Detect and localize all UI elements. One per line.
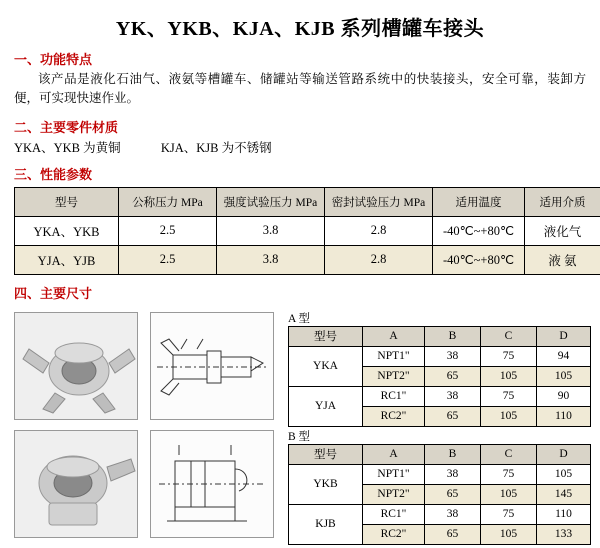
dim-b-header-row: [289, 444, 591, 464]
dim-a-col-3: C: [481, 326, 537, 346]
product-photo-b: [14, 430, 138, 538]
dim-b-r0-c3: 75: [481, 464, 537, 484]
table-row: [289, 504, 591, 524]
dim-b-r0-c2: 38: [425, 464, 481, 484]
dimension-table-b: [288, 444, 591, 545]
dimensions-section: [0, 308, 600, 548]
perf-r0-c4: -40℃~+80℃: [433, 216, 525, 245]
coupling-photo-b-graphic: [15, 431, 137, 537]
product-drawing-a: [150, 312, 274, 420]
perf-r1-c2: 3.8: [217, 245, 325, 274]
table-row: [289, 346, 591, 366]
dim-b-r2-c4: 110: [537, 504, 591, 524]
coupling-drawing-b-graphic: [151, 431, 273, 537]
dim-b-col-4: D: [537, 444, 591, 464]
dim-b-r2-c1: RC1": [363, 504, 425, 524]
dim-a-model-yja: YJA: [289, 386, 363, 426]
coupling-drawing-a-graphic: [151, 313, 273, 419]
perf-col-4: 适用温度: [433, 187, 525, 216]
dim-a-r2-c4: 90: [537, 386, 591, 406]
dim-a-col-2: B: [425, 326, 481, 346]
perf-r0-c2: 3.8: [217, 216, 325, 245]
perf-col-0: 型号: [15, 187, 119, 216]
coupling-photo-a-graphic: [15, 313, 137, 419]
table-row: [289, 386, 591, 406]
perf-r1-c4: -40℃~+80℃: [433, 245, 525, 274]
type-b-label: B 型: [288, 428, 310, 444]
perf-r1-c1: 2.5: [119, 245, 217, 274]
dim-a-col-4: D: [537, 326, 591, 346]
dim-a-r0-c2: 38: [425, 346, 481, 366]
dim-b-r1-c4: 145: [537, 484, 591, 504]
dim-a-r0-c3: 75: [481, 346, 537, 366]
perf-r0-c3: 2.8: [325, 216, 433, 245]
dim-a-r3-c2: 65: [425, 406, 481, 426]
dim-a-r1-c3: 105: [481, 366, 537, 386]
material-right: KJA、KJB 为不锈钢: [161, 141, 272, 155]
dim-a-r1-c2: 65: [425, 366, 481, 386]
table-row: [289, 464, 591, 484]
perf-col-1: 公称压力 MPa: [119, 187, 217, 216]
section-heading-dimensions: 四、主要尺寸: [14, 283, 600, 302]
product-drawing-b: [150, 430, 274, 538]
performance-header-row: [15, 187, 600, 216]
dim-b-col-1: A: [363, 444, 425, 464]
material-left: YKA、YKB 为黄铜: [14, 141, 121, 155]
dim-b-model-ykb: YKB: [289, 464, 363, 504]
dim-b-col-3: C: [481, 444, 537, 464]
table-row: [15, 216, 600, 245]
perf-r1-c5: 液 氨: [525, 245, 600, 274]
dim-a-col-0: 型号: [289, 326, 363, 346]
dim-b-r0-c1: NPT1": [363, 464, 425, 484]
perf-col-3: 密封试验压力 MPa: [325, 187, 433, 216]
dim-a-r3-c1: RC2": [363, 406, 425, 426]
dim-b-r2-c2: 38: [425, 504, 481, 524]
dim-b-col-2: B: [425, 444, 481, 464]
product-photo-a: [14, 312, 138, 420]
features-text: [14, 70, 586, 109]
dim-b-model-kjb: KJB: [289, 504, 363, 544]
dim-b-r1-c2: 65: [425, 484, 481, 504]
section-heading-material: 二、主要零件材质: [14, 117, 600, 136]
dim-a-r3-c4: 110: [537, 406, 591, 426]
perf-r0-c1: 2.5: [119, 216, 217, 245]
dim-b-col-0: 型号: [289, 444, 363, 464]
dim-a-col-1: A: [363, 326, 425, 346]
perf-r1-c3: 2.8: [325, 245, 433, 274]
material-line: [14, 138, 600, 156]
type-b-table-wrap: [288, 444, 591, 545]
perf-col-5: 适用介质: [525, 187, 600, 216]
performance-table: [14, 187, 600, 275]
dim-b-r3-c2: 65: [425, 524, 481, 544]
dim-a-r1-c1: NPT2": [363, 366, 425, 386]
section-heading-features: 一、功能特点: [14, 49, 600, 68]
dim-b-r0-c4: 105: [537, 464, 591, 484]
dim-b-r3-c1: RC2": [363, 524, 425, 544]
perf-r1-c0: YJA、YJB: [15, 245, 119, 274]
dim-a-r0-c4: 94: [537, 346, 591, 366]
dim-a-r2-c1: RC1": [363, 386, 425, 406]
features-paragraph: 该产品是液化石油气、液氨等槽罐车、储罐站等输送管路系统中的快装接头，安全可靠，装卸方便，可实现快速作业。: [14, 70, 586, 109]
dim-a-model-yka: YKA: [289, 346, 363, 386]
perf-r0-c0: YKA、YKB: [15, 216, 119, 245]
dim-a-r0-c1: NPT1": [363, 346, 425, 366]
dim-a-r3-c3: 105: [481, 406, 537, 426]
dim-b-r1-c1: NPT2": [363, 484, 425, 504]
table-row: [15, 245, 600, 274]
type-a-table-wrap: [288, 326, 591, 427]
dim-b-r3-c4: 133: [537, 524, 591, 544]
section-heading-performance: 三、性能参数: [14, 164, 600, 183]
dimension-table-a: [288, 326, 591, 427]
type-a-label: A 型: [288, 310, 310, 326]
dim-a-r2-c3: 75: [481, 386, 537, 406]
perf-col-2: 强度试验压力 MPa: [217, 187, 325, 216]
dim-b-r3-c3: 105: [481, 524, 537, 544]
perf-r0-c5: 液化气: [525, 216, 600, 245]
dim-b-r1-c3: 105: [481, 484, 537, 504]
page-title: YK、YKB、KJA、KJB 系列槽罐车接头: [0, 0, 600, 41]
dim-a-header-row: [289, 326, 591, 346]
dim-a-r1-c4: 105: [537, 366, 591, 386]
dim-b-r2-c3: 75: [481, 504, 537, 524]
dim-a-r2-c2: 38: [425, 386, 481, 406]
